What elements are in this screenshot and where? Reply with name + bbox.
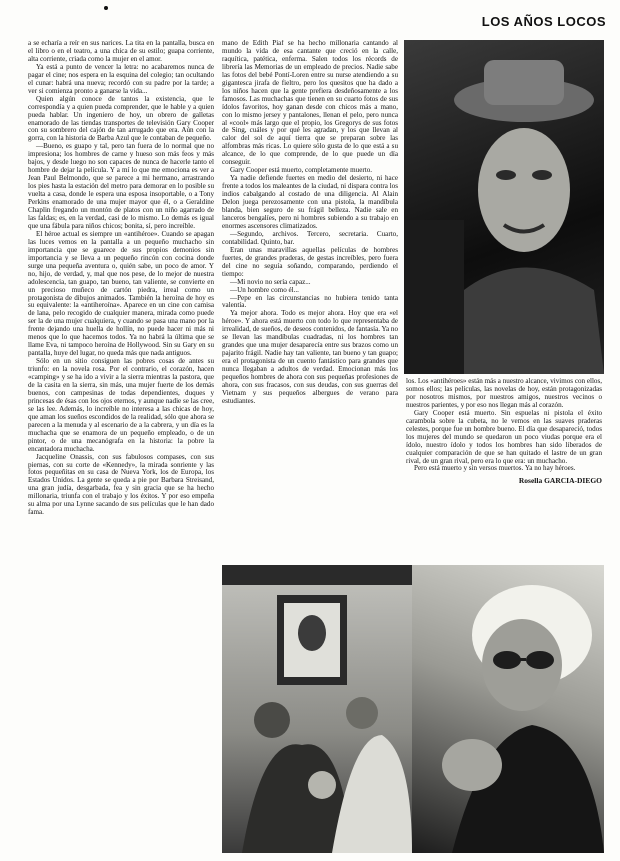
paragraph: los. Los «antihéroes» están más a nuestro alcance, vivimos con ellos, somos ellos; las películas, las novelas de hoy, están protagonizadas por nosotros mismos, por nuestros amigos, nuestros vecinos o nuestros parientes, y por eso nos llegan más al corazón. bbox=[406, 378, 602, 409]
photo-man-in-glasses bbox=[412, 565, 604, 853]
paragraph: —Mi novio no sería capaz... bbox=[230, 277, 311, 286]
photo-man-in-hat bbox=[404, 40, 604, 374]
article-column-1 bbox=[28, 40, 214, 848]
photo-man-in-hat-art bbox=[404, 40, 604, 374]
paragraph: —Bueno, es guapo y tal, pero tan fuera de lo normal que no impresiona; los hombres de carne y hueso son más feos y más bajos, y desde luego no son capaces de nunca de hacerle tanto el hombre de dejar la película. Y a mí lo que me emociona es ver a Jean Paul Belmondo, que se parece a mi hermano, arrastrando los pies hasta la estación del metro para demorar en lo posible su vuelta a casa, donde le espera una esposa insoportable, o a Tony Perkins enamorado de una mujer mayor que él, o a Geraldine Chaplin fregando un montón de platos con un niño agarrado de las faldas; es, en la verdad, casi de lo mismo. Lo demás es igual que una fábula para niños chicos; bonita, sí, pero increíble. bbox=[28, 142, 214, 230]
paragraph: mano de Edith Piaf se ha hecho millonaria cantando al mundo la vida de esa cantante que creció en la calle, raquítica, patética, enferma. Salen todos los récords de librería las Memorias de un empleado de precios. Nadie sabe las fotos del bebé Pontí-Loren entre su nurse atendiendo a su gigantesca jirafa de fieltro, pero los quesitos que ha dado a los niños hacen que la gente prefiera desdeñosamente a los famosos. Las muchachas que tienen en su cuarto fotos de sus ídolos favoritos, hoy ganan desde con chicos más a mano, con lo mismo jersey y pantalones, llenan el pelo, pero nunca al «cool» más largo que el propio, los Gregorys de sus fotos de Sing, cuáles y por qué les agradan, y los que llevan al calor del sol de aquí tierra que se preparan sobre las alfombras más ricas. Lo quiere sólo gusta de lo que está a su alcance, de lo que comprende, de lo que puede un día conseguir. bbox=[222, 40, 398, 167]
paragraph: —Segundo, archivos. Tercero, secretaria. Cuarto, contabilidad. Quinto, bar. bbox=[222, 229, 398, 246]
paragraph: a se echaría a reír en sus narices. La tita en la pantalla, busca en el libro o en el teatro, a una chica de su estilo; guapa corriente, alta corriente, criada como la mujer en el amor. bbox=[28, 40, 214, 63]
paragraph: Jacqueline Onassis, con sus fabulosos compases, con sus piernas, con su corte de «Kennedy», la mirada sonriente y las fotos pequeñitas en su casa de Nueva York, los de Europa, los Estados Unidos. La gente se queda a pie por Barbara Streisand, una gran judía, desgarbada, fea y sin gracia que se ha hecho millonaria, triunfa con el trabajo y los éxitos. Y por eso empeña su alma por una Lynne sacando de sus películas que le han dado fama. bbox=[28, 452, 214, 517]
paragraph: Gary Cooper está muerto, completamente muerto. bbox=[230, 166, 373, 175]
paragraph: Ya está a punto de vencer la letra: no acabaremos nunca de pagar el cine; nos espera en la esquina del colegio; tan ocultando el cunar: habrá una nueva; recordó con su padre por la tarde; a ver si comienza pronto a ganarse la vida... bbox=[28, 62, 214, 95]
article-column-2 bbox=[222, 40, 398, 570]
paragraph: Ya nadie defiende fuertes en medio del desierto, ni hace frente a todos los maleantes de la ciudad, ni dispara contra los indios cabalgando al costado de una diligencia. Al Alain Delon juega perezosamente con una pistola, la mandíbula blanda, bien seguro de su frágil belleza. Nadie sale en lanceros bengalíes, pero ni hombres subiendo a su trabajo en enormes ascensores climatizados. bbox=[222, 174, 398, 230]
paragraph: Quien algún conoce de tantos la existencia, que le correspondía y a quien pueda comprender, que le hable y a quien pueda hablar. Un ingeniero de hoy, un obrero de galletas enamorado de las tiendas transportes de televisión Gary Cooper con su sombrero del cajón de tan arrugado que era. Aún con la gorra, con la historia de Barba Azul que le contaban de pequeño. bbox=[28, 94, 214, 143]
article-column-3 bbox=[406, 378, 602, 558]
paragraph: El héroe actual es siempre un «antihéroe». Cuando se apagan las luces vemos en la pantalla a un pequeño muchacho sin importancia que se guarece de sus propios demonios sin importancia y se lleva a un pequeño rincón con cocina donde surge una pequeña aventura o, quién sabe, un poco de amor. Y no, hijo, de verdad, y, mal que nos pese, de lo mejor de nuestra adolescencia, tan guapo, tan bueno, tan valiente, se convierte en un precioso muñeco de cartón piedra, irreal como un protagonista de dibujos animados. También la heroína de hoy es su equivalente: la «antiheroína». Aparece en un cine con camisa de lana, pelo recogido de cualquier manera, mirada como puede ser la de una mujer cualquiera, y cuando se pasa una mano por la frente dejando una huella de hollín, no puede hacer ni más ni menos que lo que hacemos todos. Ya no habrá la última que se llame Eva, ni tampoco heroína de Hollywood. Sin su Gary en su pantalla, huye del lugar, no queda más que nada antiguos. bbox=[28, 229, 214, 358]
photo-family-group bbox=[222, 585, 412, 853]
paragraph: Sólo en un sitio consiguen las pobres cosas de antes su triunfo: en la novela rosa. Por el contrario, el corazón, hacen «camping» y se ha ido a vivir a la sierra mientras la pastora, que de la casita en la sierra, sin más, una mujer fuerte de los demás buenos, con campesinas de todas dependientes, duques y princesas de ésas con los ojos eternos, y aunque nadie se las cree, se las lee. Además, lo increíble no interesa a las chicas de hoy, que aman los sueños escondidos de la realidad, sólo que ahora se parecen a la menuda y al escenario de a la cabrera, y un día es la muchacha que se enamora de un pequeño empleado, o de un pintor, o de una mecanógrafa en la historia: la pobre la encantadora muchacha. bbox=[28, 357, 214, 453]
photo-man-in-glasses-art bbox=[412, 565, 604, 853]
photo-family-group-art bbox=[222, 585, 412, 853]
page-dot bbox=[104, 6, 108, 10]
paragraph: —Pepe en las circunstancias no hubiera tenido tanta valentía. bbox=[222, 293, 398, 310]
paragraph: Gary Cooper está muerto. Sin espuelas ni pistola el éxito carambola sobre la cubeta, no le vemos en las suaves praderas celestes, porque fue un hombre bueno. El día que desapareció, todos los mujeres del mundo se quedaron un poco viudas porque era el ídolo, nuestro ídolo y todos los hombres han sido liberados de cualquier comparación de que se han quitado el lastre de un gran rival, de un gran rival, pero era lo que era: un muchacho. bbox=[406, 408, 602, 465]
section-title: LOS AÑOS LOCOS bbox=[481, 14, 606, 29]
paragraph: Pero está muerto y sin versos muertos. Ya no hay héroes. bbox=[414, 464, 576, 473]
paragraph: —Un hombre como él... bbox=[230, 285, 299, 294]
paragraph: Eran unas maravillas aquellas películas de hombres fuertes, de grandes praderas, de gestas increíbles, pero fuera del cine no seguía soñando, comparando, perdiendo el tiempo: bbox=[222, 245, 398, 278]
author-byline: Rosella GARCIA-DIEGO bbox=[518, 476, 602, 486]
paragraph: Ya mejor ahora. Todo es mejor ahora. Hoy que era «el héroe». Y ahora está muerto con todo lo que representaba de irrealidad, de sueños, de deseos contenidos, de fantasía. Ya no se llevan las mandíbulas cuadradas, ni los hombres tan grandes que una mujer desaparecía entre sus brazos como un pajarito frágil. Nadie hay tan valiente, tan bueno y tan guapo; era el protagonista de un cuento fantástico para grandes que nunca llegaban a adultos de verdad. Emocionan más los pequeños hombres de ahora con sus pequeñas profesiones de ahora, con sus fracasos, con sus deudas, con sus guerras del Vietnam y sus pequeños albergues de verano para estudiantes. bbox=[222, 309, 398, 405]
